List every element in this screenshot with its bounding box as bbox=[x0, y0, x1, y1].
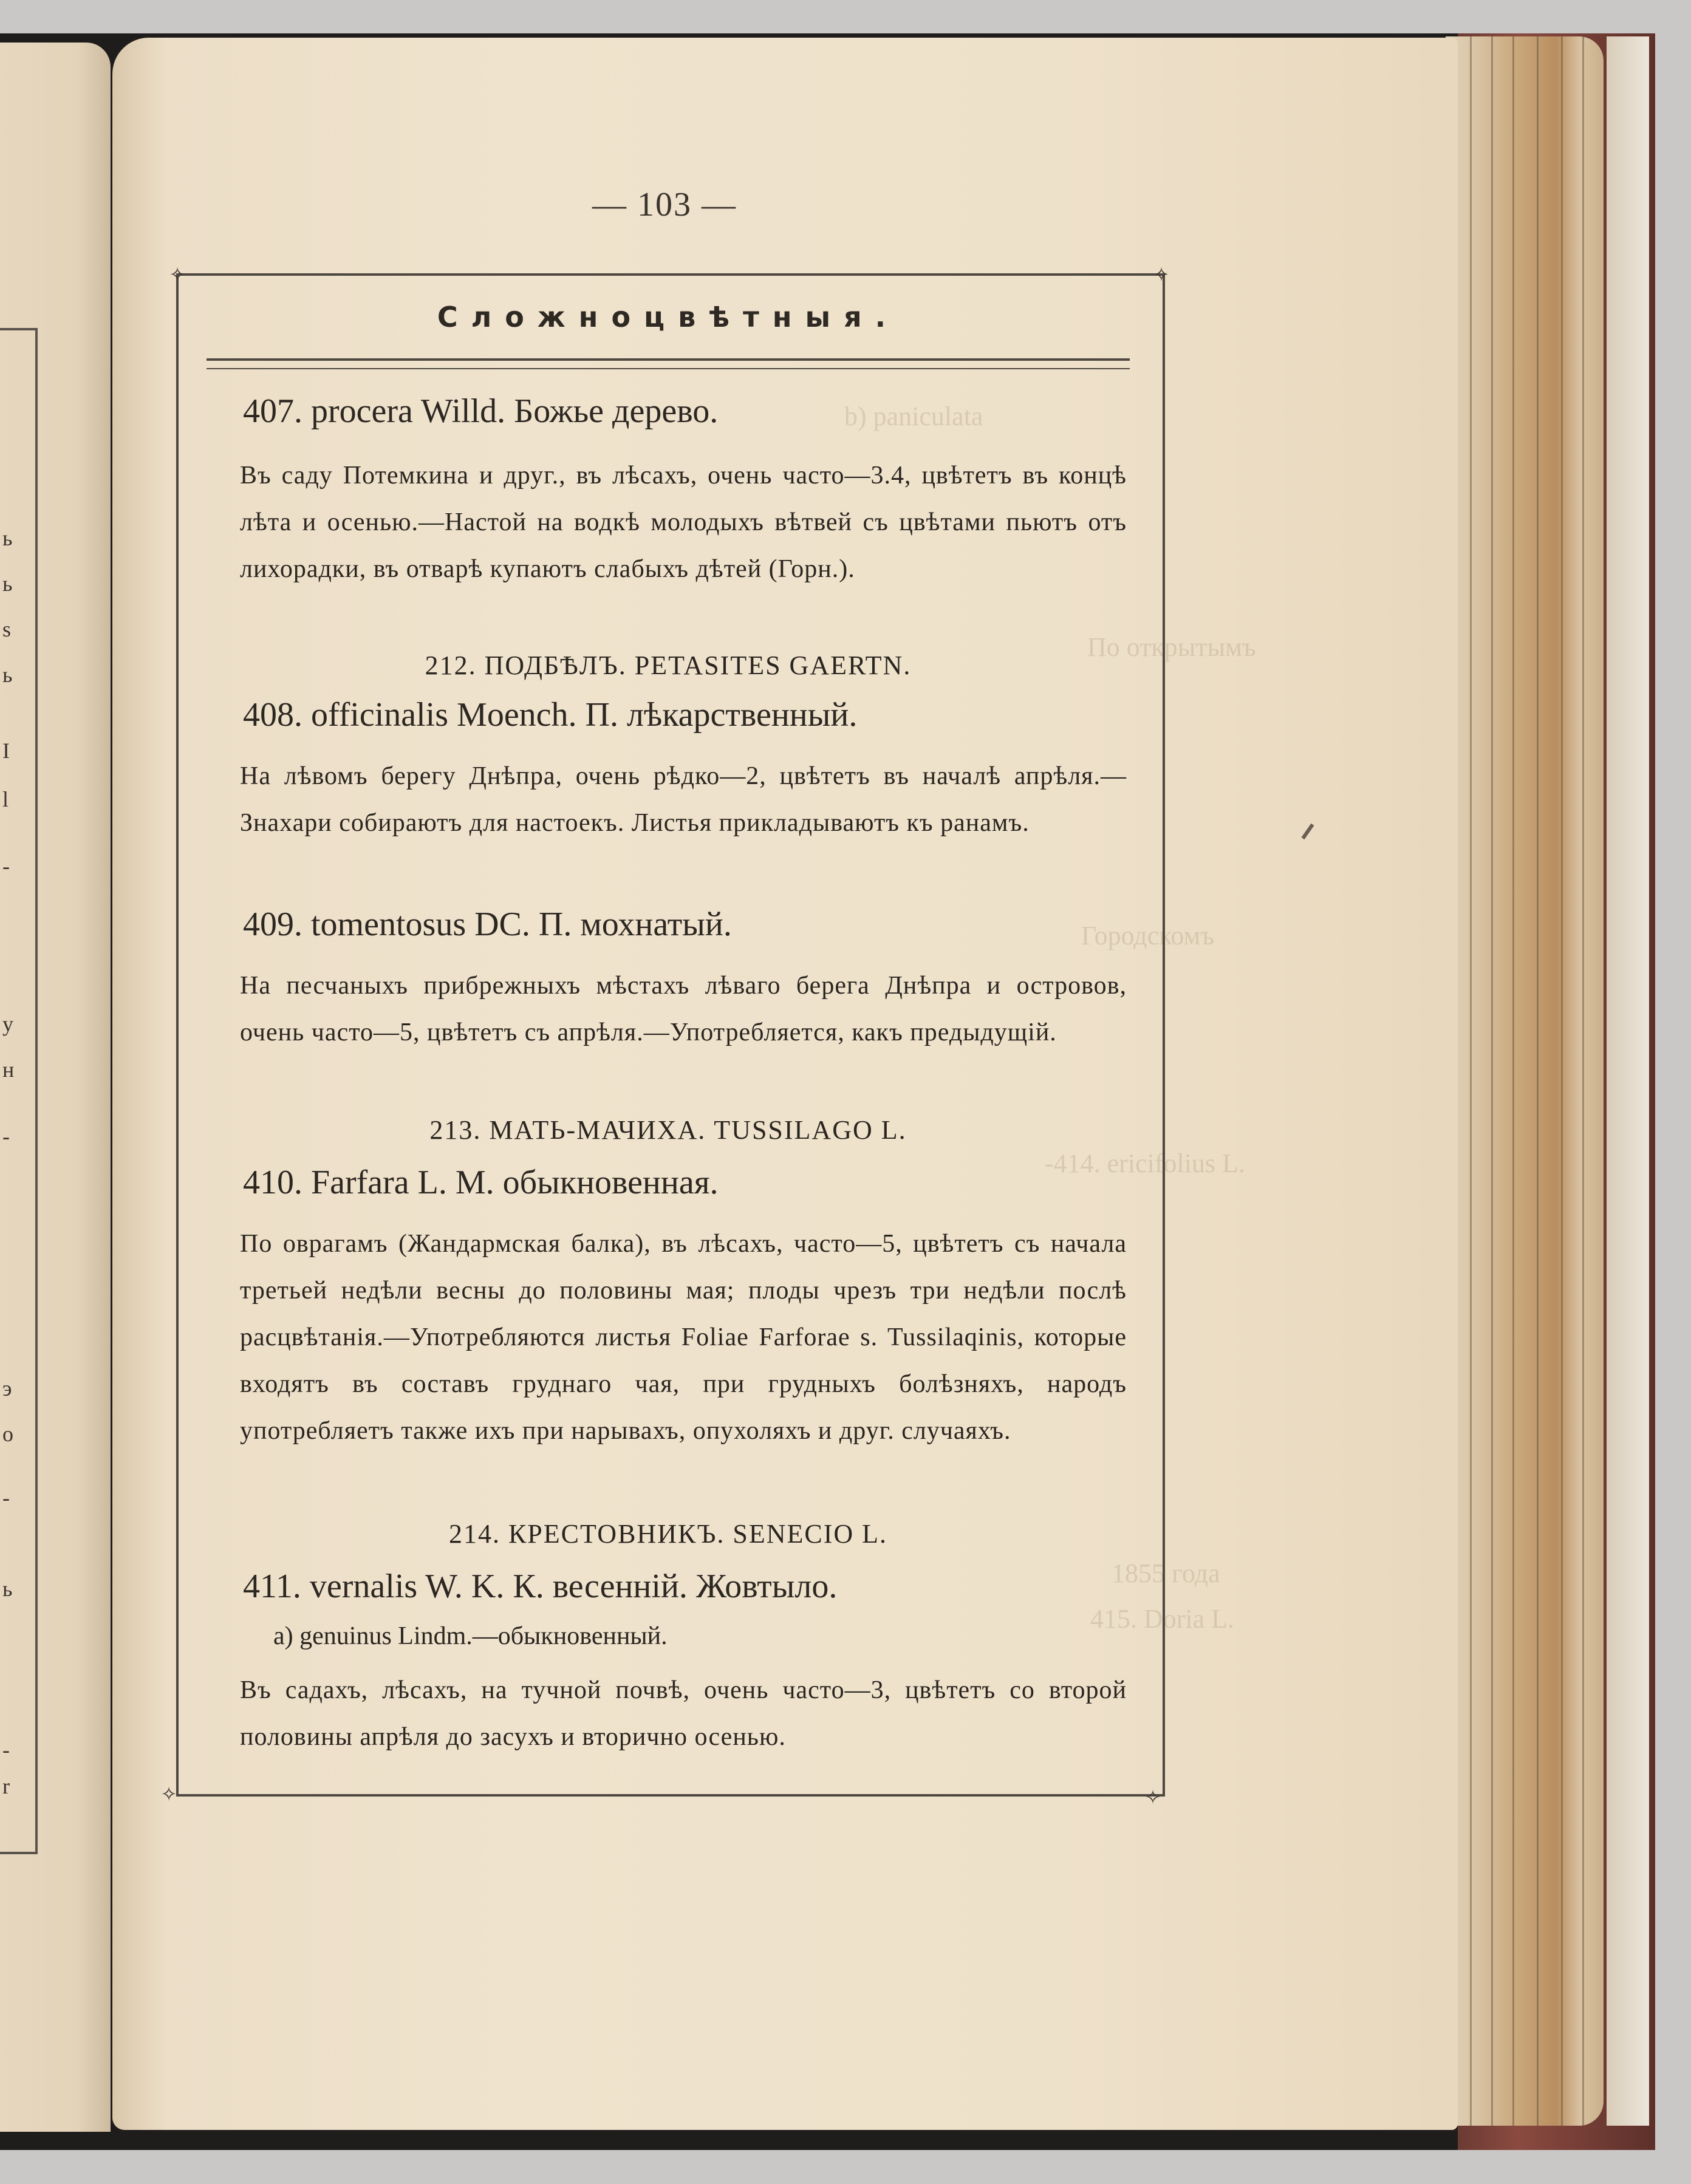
frame-corner-ornament-icon: ✧ bbox=[1144, 1786, 1161, 1808]
left-page-glyph: ь bbox=[2, 572, 13, 596]
left-page-glyph: э bbox=[2, 1376, 12, 1401]
header-double-rule bbox=[207, 358, 1130, 369]
left-page-glyph: - bbox=[2, 1486, 10, 1510]
genus-heading: 213. МАТЬ-МАЧИХА. TUSSILAGO L. bbox=[429, 1115, 907, 1145]
species-description: По оврагамъ (Жандармская балка), въ лѣсахъ, часто—5, цвѣтетъ съ начала третьей недѣли весны до половины мая; плоды чрезъ три недѣли послѣ расцвѣтанія.—Употребляются листья Foliae Farforae s. Tussilaqinis, которые входятъ въ составъ груднаго чая, при грудныхъ болѣзняхъ, народъ употребляетъ также ихъ при нарывахъ, опухоляхъ и друг. случаяхъ. bbox=[240, 1230, 1127, 1445]
left-page-glyph: н bbox=[2, 1057, 15, 1082]
left-page-glyph: I bbox=[2, 739, 10, 763]
species-heading: 408. officinalis Moench. П. лѣкарственный. bbox=[243, 696, 858, 734]
left-page-glyph: s bbox=[2, 617, 12, 641]
show-through-text: По открытымъ bbox=[1087, 632, 1256, 662]
left-page-frame bbox=[0, 328, 38, 1854]
page-number: — 103 — bbox=[592, 186, 737, 224]
left-page-glyph: ь bbox=[2, 526, 13, 550]
left-page-glyph: ь bbox=[2, 663, 13, 687]
left-page-glyph: - bbox=[2, 1738, 10, 1762]
variety-heading: а) genuinus Lindm.—обыкновенный. bbox=[273, 1622, 668, 1650]
species-description: Въ садахъ, лѣсахъ, на тучной почвѣ, очень часто—3, цвѣтетъ со второй половины апрѣля до засухъ и вторично осенью. bbox=[240, 1676, 1127, 1751]
species-heading: 409. tomentosus DC. П. мохнатый. bbox=[243, 906, 732, 943]
species-heading: 407. procera Willd. Божье дерево. bbox=[243, 392, 719, 430]
species-description: На песчаныхъ прибрежныхъ мѣстахъ лѣваго берега Днѣпра и островов, очень часто—5, цвѣтетъ съ апрѣля.—Употребляется, какъ предыдущій. bbox=[240, 972, 1127, 1046]
show-through-text: Городскомъ bbox=[1081, 921, 1215, 950]
left-page-glyph: y bbox=[2, 1012, 13, 1036]
show-through-text: -414. ericifolius L. bbox=[1045, 1148, 1245, 1178]
section-title: Сложноцвѣтныя. bbox=[437, 301, 900, 333]
left-page-glyph: о bbox=[2, 1422, 13, 1446]
page-curl bbox=[1607, 36, 1649, 2126]
genus-heading: 212. ПОДБѢЛЪ. PETASITES GAERTN. bbox=[425, 650, 912, 680]
show-through-text: 415. Doria L. bbox=[1090, 1604, 1235, 1634]
show-through-text: b) paniculata bbox=[844, 401, 983, 431]
genus-heading: 214. КРЕСТОВНИКЪ. SENECIO L. bbox=[448, 1519, 888, 1549]
page-stack-edge bbox=[1446, 36, 1604, 2126]
species-description: На лѣвомъ берегу Днѣпра, очень рѣдко—2, цвѣтетъ въ началѣ апрѣля.—Знахари собираютъ для настоекъ. Листья прикладываютъ къ ранамъ. bbox=[240, 762, 1127, 837]
frame-corner-ornament-icon: ✧ bbox=[169, 264, 186, 285]
left-page-edge bbox=[0, 43, 111, 2132]
left-page-glyph: ь bbox=[2, 1577, 13, 1601]
left-page-glyph: r bbox=[2, 1774, 10, 1798]
frame-corner-ornament-icon: ✧ bbox=[160, 1783, 177, 1805]
left-page-glyph: - bbox=[2, 854, 10, 878]
species-heading: 411. vernalis W. K. К. весенній. Жовтыло. bbox=[243, 1568, 838, 1605]
species-description: Въ саду Потемкина и друг., въ лѣсахъ, очень часто—3.4, цвѣтетъ въ концѣ лѣта и осенью.—Настой на водкѣ молодыхъ вѣтвей съ цвѣтами пьютъ отъ лихорадки, въ отварѣ купаютъ слабыхъ дѣтей (Горн.). bbox=[240, 462, 1127, 583]
left-page-glyph: l bbox=[2, 787, 9, 811]
show-through-text: 1855 года bbox=[1112, 1558, 1220, 1588]
species-heading: 410. Farfara L. M. обыкновенная. bbox=[243, 1164, 719, 1201]
frame-corner-ornament-icon: ✧ bbox=[1153, 264, 1170, 285]
left-page-glyph: - bbox=[2, 1124, 10, 1148]
